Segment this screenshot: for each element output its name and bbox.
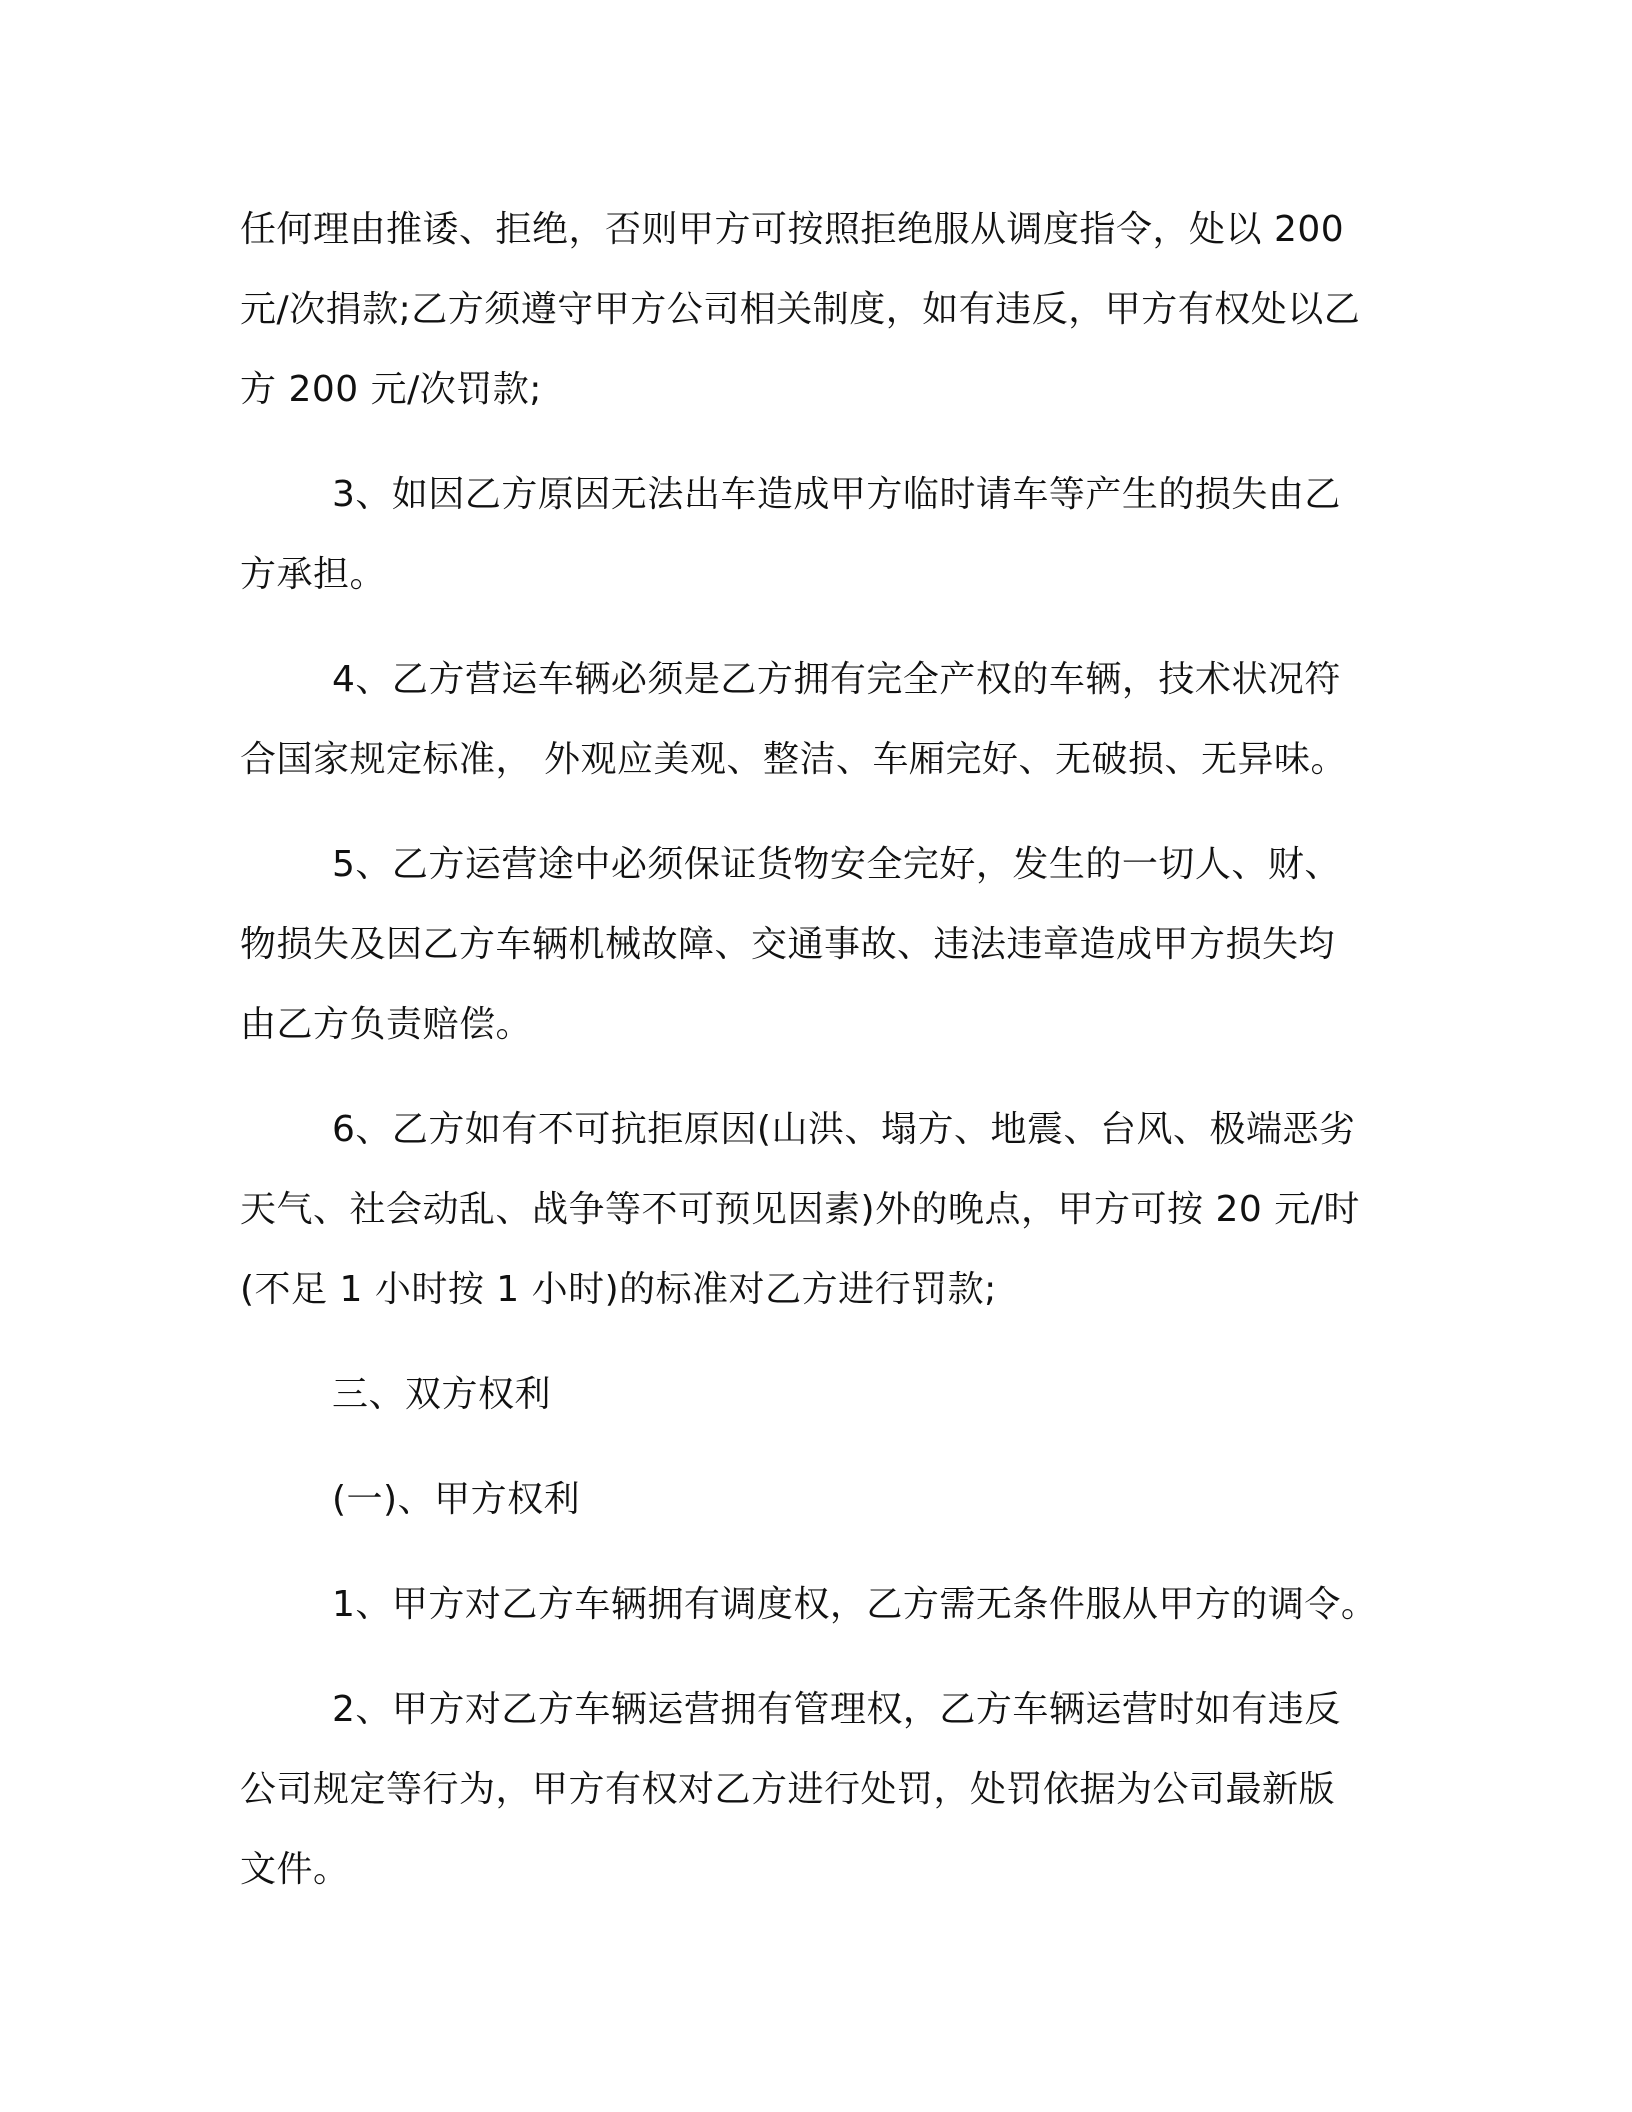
text-line: 1、甲方对乙方车辆拥有调度权，乙方需无条件服从甲方的调令。 [332, 1584, 1378, 1625]
heading-text: 三、双方权利 [332, 1374, 552, 1415]
paragraph-item-3 [240, 455, 1400, 615]
text-line: 4、乙方营运车辆必须是乙方拥有完全产权的车辆，技术状况符 [332, 659, 1341, 700]
paragraph-rights-item-2 [240, 1670, 1400, 1910]
text-line: 合国家规定标准， 外观应美观、整洁、车厢完好、无破损、无异味。 [240, 739, 1347, 780]
paragraph-item-4 [240, 640, 1400, 800]
document-body [240, 190, 1400, 1935]
text-line: 任何理由推诿、拒绝，否则甲方可按照拒绝服从调度指令，处以 200 [240, 209, 1345, 250]
text-line: 天气、社会动乱、战争等不可预见因素)外的晚点，甲方可按 20 元/时 [240, 1189, 1360, 1230]
text-line: 5、乙方运营途中必须保证货物安全完好，发生的一切人、财、 [332, 844, 1341, 885]
heading-text: (一)、甲方权利 [332, 1479, 581, 1520]
text-line: 物损失及因乙方车辆机械故障、交通事故、违法违章造成甲方损失均 [240, 924, 1336, 965]
paragraph-rights-item-1 [240, 1565, 1400, 1645]
text-line: 元/次捐款;乙方须遵守甲方公司相关制度，如有违反，甲方有权处以乙 [240, 289, 1361, 330]
text-line: 6、乙方如有不可抗拒原因(山洪、塌方、地震、台风、极端恶劣 [332, 1109, 1356, 1150]
text-line: 方 200 元/次罚款; [240, 369, 542, 410]
paragraph-item-5 [240, 825, 1400, 1065]
text-line: 由乙方负责赔偿。 [240, 1004, 533, 1045]
text-line: (不足 1 小时按 1 小时)的标准对乙方进行罚款; [240, 1269, 997, 1310]
text-line: 3、如因乙方原因无法出车造成甲方临时请车等产生的损失由乙 [332, 474, 1341, 515]
text-line: 公司规定等行为，甲方有权对乙方进行处罚，处罚依据为公司最新版 [240, 1769, 1336, 1810]
text-line: 文件。 [240, 1849, 350, 1890]
subsection-heading-party-a-rights [240, 1460, 1400, 1540]
section-heading-rights [240, 1355, 1400, 1435]
paragraph-item-6 [240, 1090, 1400, 1330]
text-line: 方承担。 [240, 554, 387, 595]
text-line: 2、甲方对乙方车辆运营拥有管理权，乙方车辆运营时如有违反 [332, 1689, 1341, 1730]
paragraph-penalty-continuation [240, 190, 1400, 430]
